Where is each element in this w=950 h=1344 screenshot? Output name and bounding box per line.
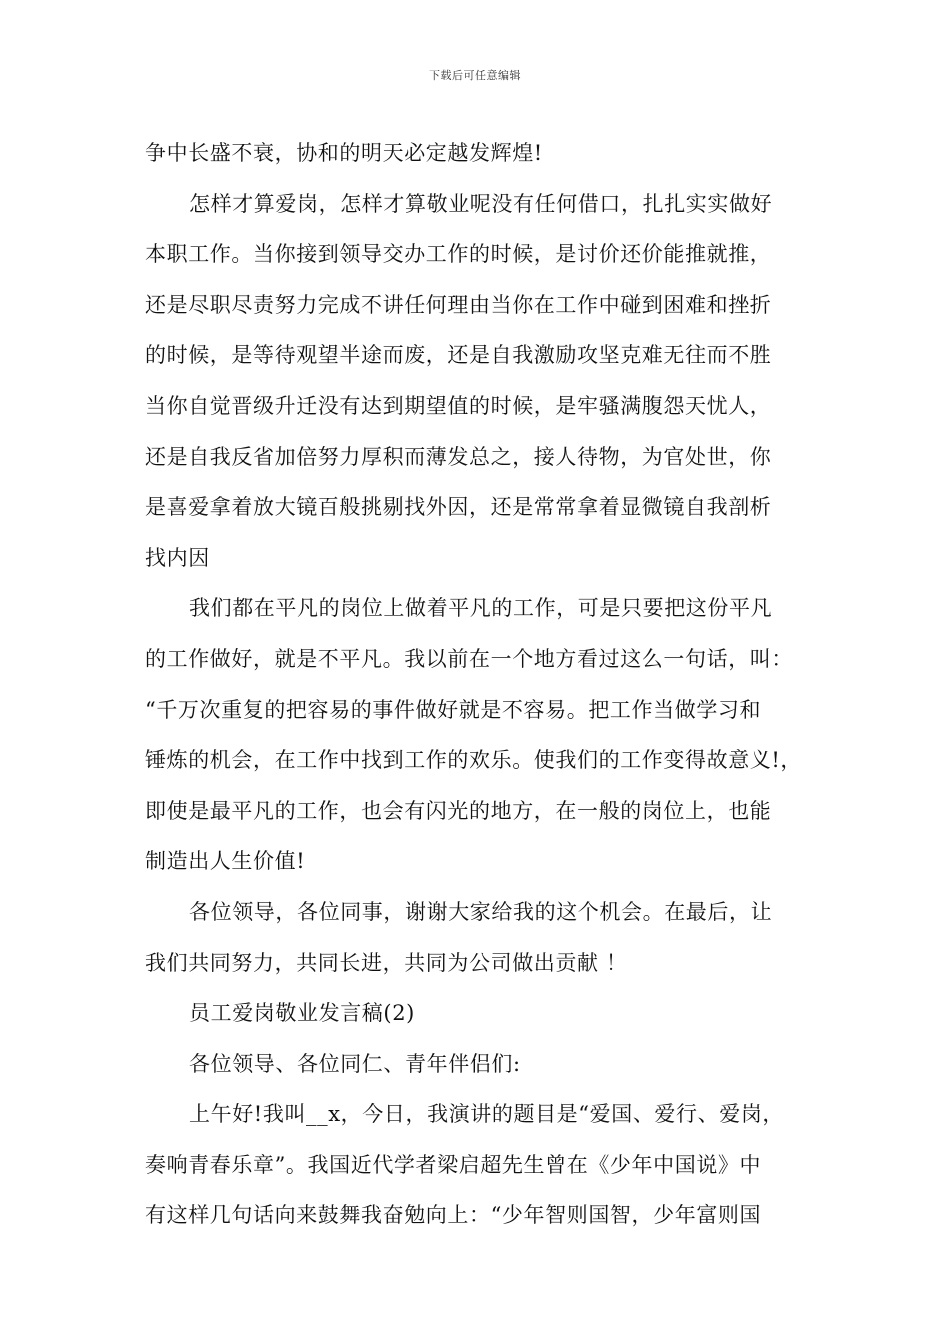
text-line: 的时候，是等待观望半途而废，还是自我激励攻坚克难无往而不胜: [145, 343, 772, 368]
paragraph-start: 我们都在平凡的岗位上做着平凡的工作，可是只要把这份平凡: [189, 596, 773, 621]
text-line: 的工作做好，就是不平凡。我以前在一个地方看过这么一句话，叫：: [145, 646, 793, 671]
page-header: 下载后可任意编辑: [429, 69, 521, 82]
section-title: 员工爱岗敬业发言稿(2): [189, 1001, 415, 1026]
paragraph-start: 上午好!我叫__x，今日，我演讲的题目是“爱国、爱行、爱岗，: [189, 1102, 785, 1127]
text-line: 是喜爱拿着放大镜百般挑剔找外因，还是常常拿着显微镜自我剖析: [145, 495, 772, 520]
paragraph-start: 怎样才算爱岗，怎样才算敬业呢没有任何借口，扎扎实实做好: [189, 191, 773, 216]
text-line: 还是自我反省加倍努力厚积而薄发总之，接人待物，为官处世，你: [145, 444, 772, 469]
text-line: 本职工作。当你接到领导交办工作的时候，是讨价还价能推就推，: [145, 242, 772, 267]
text-line: 即使是最平凡的工作，也会有闪光的地方，在一般的岗位上，也能: [145, 798, 772, 823]
text-line: 锤炼的机会，在工作中找到工作的欢乐。使我们的工作变得故意义!，: [145, 748, 803, 773]
paragraph-start: 各位领导，各位同事，谢谢大家给我的这个机会。在最后，让: [189, 899, 773, 924]
text-line: “千万次重复的把容易的事件做好就是不容易。把工作当做学习和: [145, 697, 762, 722]
document-body: [145, 128, 815, 1241]
text-line: 还是尽职尽责努力完成不讲任何理由当你在工作中碰到困难和挫折: [145, 292, 772, 317]
text-line: 争中长盛不衰，协和的明天必定越发辉煌!: [145, 141, 543, 165]
salutation: 各位领导、各位同仁、青年伴侣们:: [189, 1051, 521, 1076]
text-line: 制造出人生价值!: [145, 849, 306, 874]
text-line: 有这样几句话向来鼓舞我奋勉向上：“少年智则国智，少年富则国: [145, 1203, 762, 1228]
text-line: 我们共同努力，共同长进，共同为公司做出贡献 ！: [145, 950, 628, 975]
text-line: 当你自觉晋级升迁没有达到期望值的时候，是牢骚满腹怨天忧人，: [145, 393, 772, 418]
text-line: 奏响青春乐章”。我国近代学者梁启超先生曾在《少年中国说》中: [145, 1152, 762, 1177]
text-line: 找内因: [145, 545, 210, 570]
